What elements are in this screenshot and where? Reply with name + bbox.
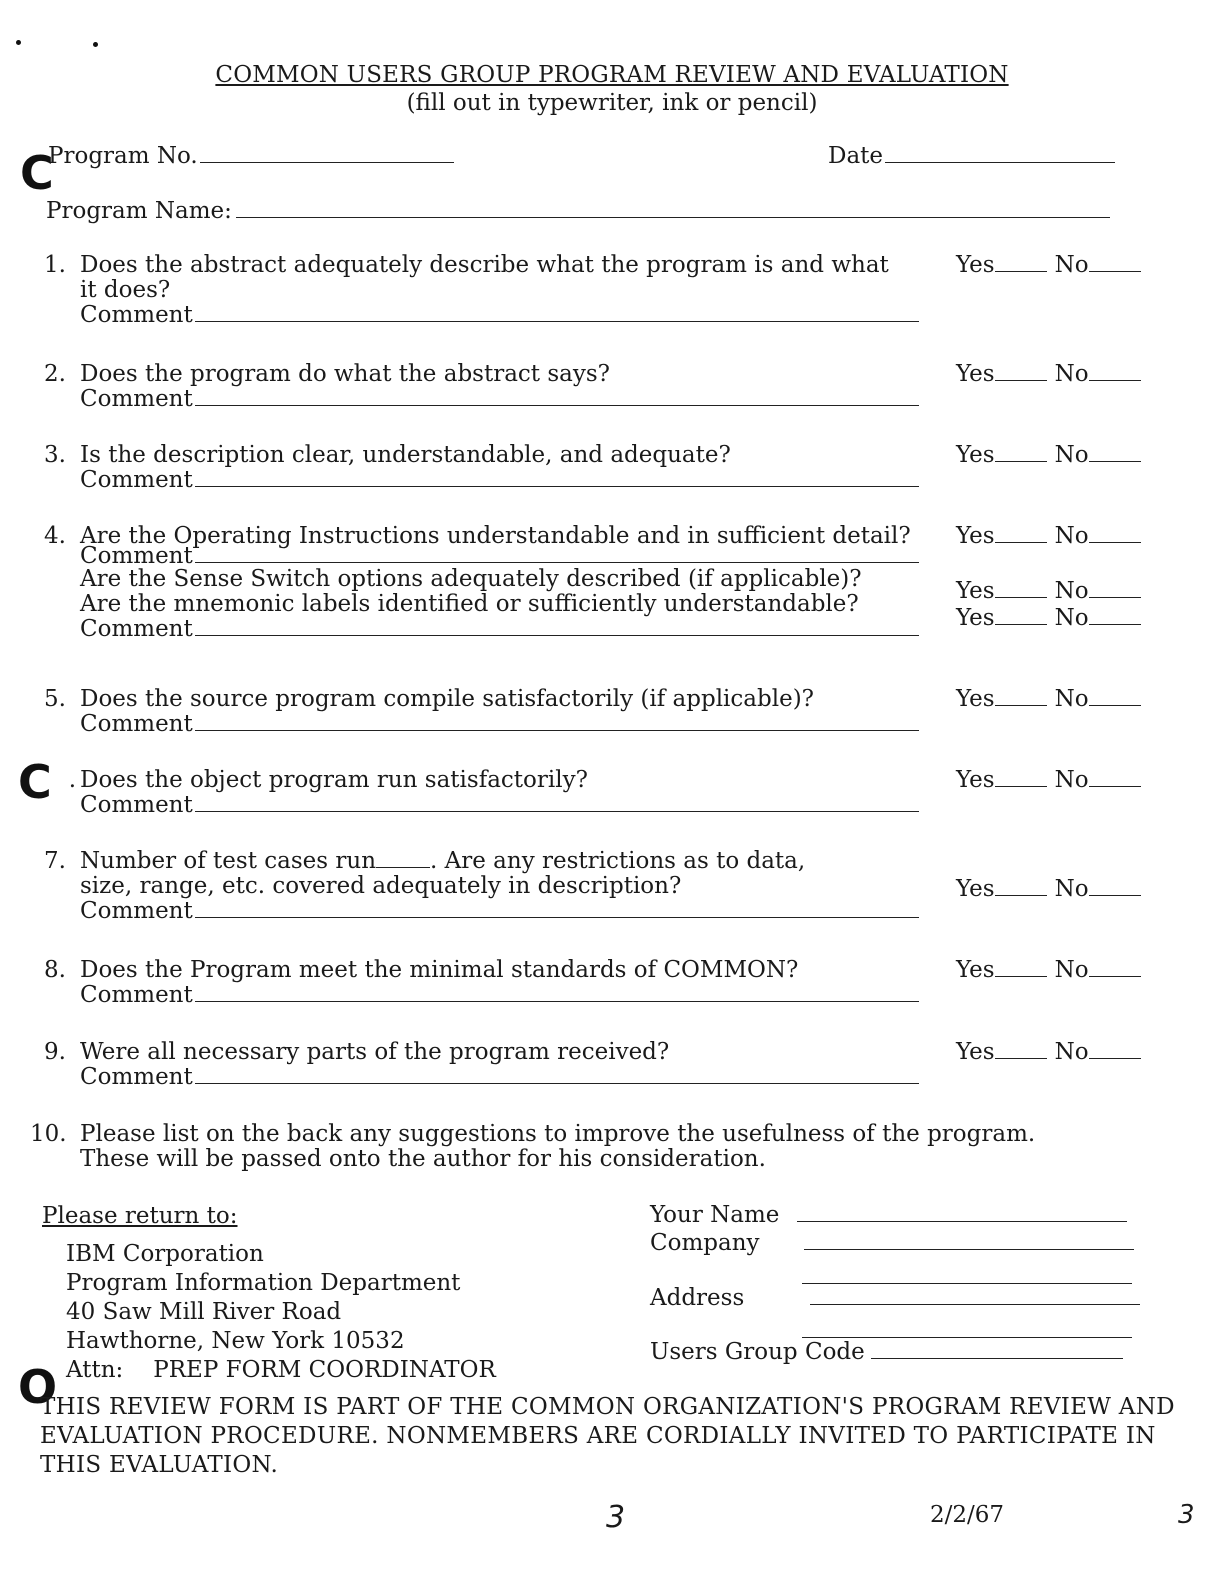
footer-statement: THIS REVIEW FORM IS PART OF THE COMMON ORGANIZATION'S PROGRAM REVIEW AND EVALUATION PROCEDURE. NONMEMBERS ARE CORDIALLY INVITED TO PARTICIPATE IN THIS EVALUATION. (40, 1394, 1175, 1478)
address-line: IBM Corporation (66, 1241, 264, 1267)
comment-input-line[interactable] (195, 1083, 919, 1084)
question-1 (44, 252, 944, 328)
yes-label: Yes (956, 876, 995, 902)
comment-input-line[interactable] (195, 635, 919, 636)
yes-blank[interactable] (995, 976, 1047, 977)
program-name-label: Program Name: (46, 198, 232, 224)
yes-blank[interactable] (995, 461, 1047, 462)
comment-label: Comment (80, 982, 193, 1008)
comment-label: Comment (80, 467, 193, 493)
question-text: Please list on the back any suggestions to improve the usefulness of the program. (80, 1121, 1036, 1147)
punch-hole-mark: C (20, 146, 54, 200)
comment-input-line[interactable] (195, 321, 919, 322)
no-blank[interactable] (1089, 895, 1141, 896)
stray-mark (93, 42, 98, 47)
yes-blank[interactable] (995, 1058, 1047, 1059)
no-label: No (1054, 442, 1089, 468)
comment-label: Comment (80, 616, 193, 642)
no-label: No (1054, 523, 1089, 549)
handwritten-corner-number: 3 (1178, 1500, 1195, 1530)
question-8 (44, 957, 944, 1008)
company-field (650, 1230, 1134, 1256)
question-text: Does the abstract adequately describe what the program is and what (80, 252, 889, 278)
test-cases-input-line[interactable] (376, 866, 430, 868)
no-label: No (1054, 252, 1089, 278)
question-text-cont: it does? (80, 277, 171, 303)
your-name-input-line[interactable] (797, 1220, 1127, 1222)
no-blank[interactable] (1089, 461, 1141, 462)
comment-input-line[interactable] (195, 917, 919, 918)
question-text: Does the Program meet the minimal standards of COMMON? (80, 957, 799, 983)
yes-blank[interactable] (995, 271, 1047, 272)
no-blank[interactable] (1089, 542, 1141, 543)
date-input-line[interactable] (885, 161, 1115, 163)
question-text: Is the description clear, understandable, and adequate? (80, 442, 731, 468)
address-field (650, 1285, 1140, 1311)
question-2 (44, 361, 944, 412)
comment-input-line[interactable] (195, 562, 919, 563)
date-field (828, 143, 1115, 169)
yes-blank[interactable] (995, 542, 1047, 543)
users-group-code-input-line[interactable] (871, 1357, 1123, 1359)
yes-blank[interactable] (995, 380, 1047, 381)
comment-label: Comment (80, 711, 193, 737)
question-number: 10. (30, 1121, 67, 1147)
address-line: Hawthorne, New York 10532 (66, 1328, 405, 1354)
return-heading (42, 1203, 238, 1229)
return-address (66, 1240, 496, 1385)
question-3 (44, 442, 944, 493)
question-number: 3. (44, 442, 66, 468)
comment-input-line[interactable] (195, 486, 919, 487)
no-blank[interactable] (1089, 624, 1141, 625)
no-label: No (1054, 876, 1089, 902)
yes-no-3 (956, 442, 1149, 468)
question-text: Are the Operating Instructions understandable and in sufficient detail? (80, 523, 911, 549)
question-number: 1. (44, 252, 66, 278)
yes-no-1 (956, 252, 1149, 278)
program-no-field (48, 143, 454, 169)
no-blank[interactable] (1089, 976, 1141, 977)
yes-blank[interactable] (995, 895, 1047, 896)
no-blank[interactable] (1089, 597, 1141, 598)
company-input-line[interactable] (804, 1248, 1134, 1250)
yes-label: Yes (956, 686, 995, 712)
question-text: Were all necessary parts of the program received? (80, 1039, 670, 1065)
company-label: Company (650, 1230, 760, 1256)
yes-no-4 (956, 523, 1149, 549)
yes-no-4b (956, 605, 1149, 631)
question-number: 5. (44, 686, 66, 712)
comment-input-line[interactable] (195, 1001, 919, 1002)
comment-input-line[interactable] (195, 730, 919, 731)
question-4 (44, 523, 944, 642)
question-number: 7. (44, 848, 66, 874)
question-text-cont: . Are any restrictions as to data, (430, 848, 806, 874)
address-label: Address (650, 1285, 745, 1311)
yes-no-5 (956, 686, 1149, 712)
no-label: No (1054, 1039, 1089, 1065)
no-blank[interactable] (1089, 380, 1141, 381)
yes-label: Yes (956, 767, 995, 793)
your-name-label: Your Name (650, 1202, 780, 1228)
yes-label: Yes (956, 442, 995, 468)
no-label: No (1054, 578, 1089, 604)
punch-hole-mark: O (18, 1360, 58, 1414)
question-text-cont: These will be passed onto the author for his consideration. (80, 1146, 766, 1172)
yes-blank[interactable] (995, 624, 1047, 625)
stray-mark (16, 40, 21, 45)
no-blank[interactable] (1089, 1058, 1141, 1059)
question-9 (44, 1039, 944, 1090)
program-name-field (46, 198, 1110, 224)
yes-label: Yes (956, 957, 995, 983)
form-title: COMMON USERS GROUP PROGRAM REVIEW AND EVALUATION (215, 62, 1009, 88)
yes-no-9 (956, 1039, 1149, 1065)
date-label: Date (828, 143, 884, 169)
yes-no-2 (956, 361, 1149, 387)
question-subtext: Are the Sense Switch options adequately described (if applicable)? (80, 566, 862, 592)
users-group-code-label: Users Group Code (650, 1339, 865, 1365)
address-line: Program Information Department (66, 1270, 461, 1296)
yes-no-7 (956, 876, 1149, 902)
question-text: Does the object program run satisfactorily? (80, 767, 588, 793)
question-text: Does the source program compile satisfactorily (if applicable)? (80, 686, 815, 712)
yes-no-4a (956, 578, 1149, 604)
yes-label: Yes (956, 252, 995, 278)
punch-hole-mark: C (18, 755, 52, 809)
question-number: . (68, 767, 76, 793)
users-group-code-field (650, 1339, 1123, 1365)
return-heading-text: Please return to: (42, 1203, 238, 1229)
yes-label: Yes (956, 523, 995, 549)
yes-no-8 (956, 957, 1149, 983)
yes-blank[interactable] (995, 597, 1047, 598)
yes-label: Yes (956, 361, 995, 387)
no-label: No (1054, 686, 1089, 712)
question-6 (44, 767, 944, 818)
program-no-input-line[interactable] (200, 161, 454, 163)
comment-label: Comment (80, 543, 193, 569)
no-blank[interactable] (1089, 786, 1141, 787)
no-label: No (1054, 605, 1089, 631)
question-number: 2. (44, 361, 66, 387)
comment-input-line[interactable] (195, 811, 919, 812)
no-label: No (1054, 957, 1089, 983)
form-header (0, 62, 1224, 116)
address-line: 40 Saw Mill River Road (66, 1299, 342, 1325)
no-label: No (1054, 767, 1089, 793)
yes-label: Yes (956, 1039, 995, 1065)
form-subtitle: (fill out in typewriter, ink or pencil) (406, 90, 818, 116)
question-text: Does the program do what the abstract says? (80, 361, 610, 387)
comment-label: Comment (80, 302, 193, 328)
yes-label: Yes (956, 578, 995, 604)
question-number: 8. (44, 957, 66, 983)
comment-label: Comment (80, 1064, 193, 1090)
attn-value: PREP FORM COORDINATOR (153, 1357, 496, 1383)
question-number: 4. (44, 523, 66, 549)
question-7 (44, 848, 944, 924)
yes-label: Yes (956, 605, 995, 631)
question-5 (44, 686, 944, 737)
yes-blank[interactable] (995, 786, 1047, 787)
no-blank[interactable] (1089, 705, 1141, 706)
question-text-cont: size, range, etc. covered adequately in description? (80, 873, 682, 899)
program-no-label: Program No. (48, 143, 198, 169)
comment-label: Comment (80, 898, 193, 924)
no-label: No (1054, 361, 1089, 387)
yes-blank[interactable] (995, 705, 1047, 706)
question-subtext: Are the mnemonic labels identified or sufficiently understandable? (80, 591, 859, 617)
your-name-field (650, 1202, 1127, 1228)
comment-label: Comment (80, 386, 193, 412)
handwritten-page-number: 3 (606, 1500, 626, 1535)
attn-label: Attn: (66, 1357, 124, 1383)
comment-label: Comment (80, 792, 193, 818)
question-text: Number of test cases run (80, 848, 377, 874)
form-date: 2/2/67 (930, 1502, 1005, 1528)
no-blank[interactable] (1089, 271, 1141, 272)
comment-input-line[interactable] (195, 405, 919, 406)
program-name-input-line[interactable] (236, 216, 1110, 218)
question-10 (30, 1121, 1035, 1172)
address-input-line-2[interactable] (810, 1303, 1140, 1305)
yes-no-6 (956, 767, 1149, 793)
question-number: 9. (44, 1039, 66, 1065)
